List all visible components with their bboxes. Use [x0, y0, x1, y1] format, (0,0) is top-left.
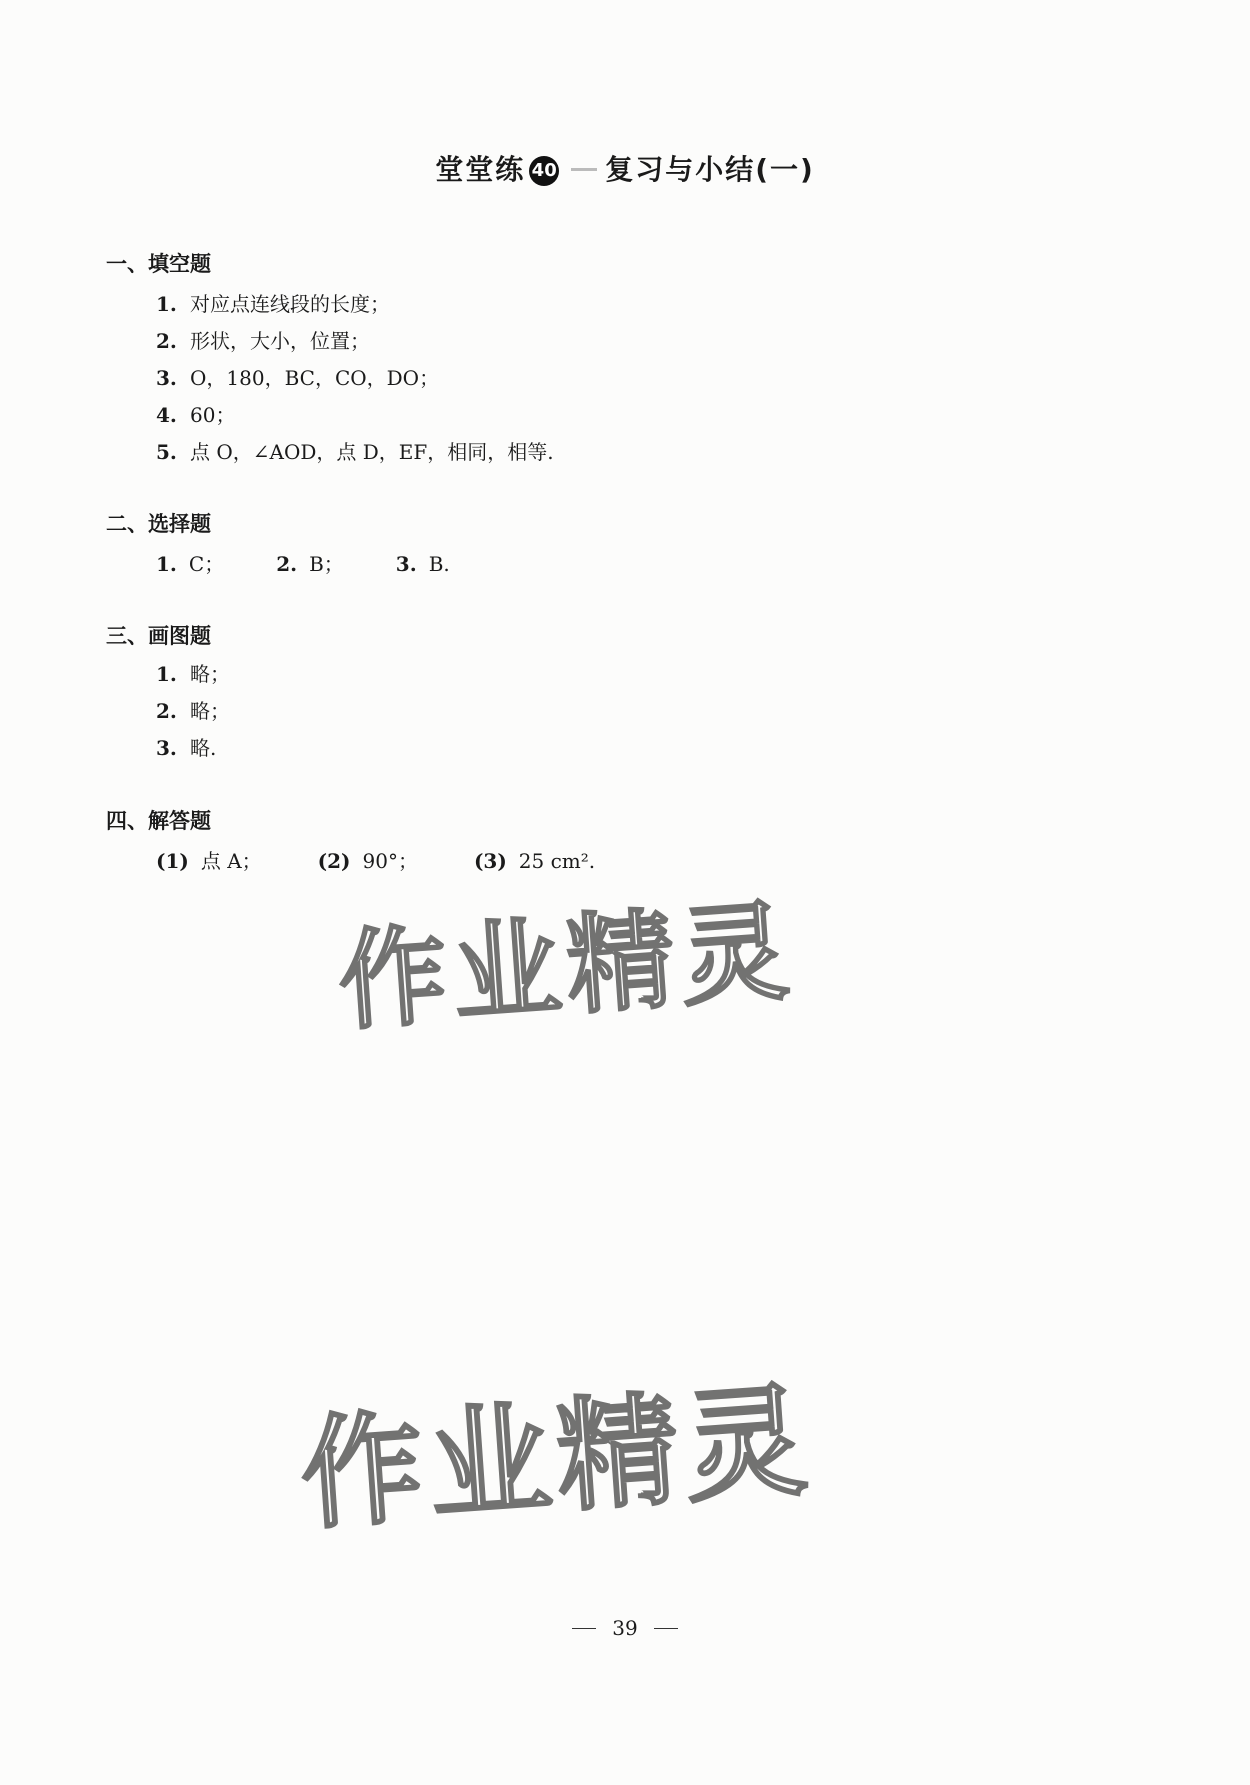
- fill-item-1: [156, 288, 390, 317]
- item-number: 3.: [156, 366, 177, 390]
- drawing-item-3: [156, 732, 216, 761]
- item-text: B.: [428, 552, 450, 576]
- watermark-top: 作业精灵: [334, 889, 799, 1046]
- title-right: 复习与小结(一): [605, 153, 815, 186]
- item-text: 略；: [190, 662, 230, 686]
- answer-item-3: [474, 849, 595, 873]
- title-dash: [571, 168, 597, 171]
- item-text: 90°；: [362, 849, 418, 873]
- item-number: 1.: [156, 662, 177, 686]
- item-number: 3.: [395, 552, 417, 576]
- choice-item-2: [276, 548, 344, 577]
- item-number: (2): [317, 849, 351, 873]
- item-text: 对应点连线段的长度；: [190, 292, 390, 316]
- fill-item-5: [156, 436, 554, 465]
- fill-item-2: [156, 325, 370, 354]
- item-text: 形状，大小，位置；: [190, 329, 370, 353]
- title-number-badge: 40: [529, 156, 559, 186]
- item-text: 60；: [190, 403, 236, 427]
- item-text: B；: [309, 552, 344, 576]
- item-number: 5.: [156, 440, 177, 464]
- answer-item-2: [318, 845, 418, 874]
- fill-item-3: [156, 362, 439, 391]
- item-number: 2.: [276, 552, 298, 576]
- item-number: 2.: [156, 699, 177, 723]
- item-text: 25 cm².: [518, 849, 596, 873]
- item-text: 点 A；: [200, 849, 262, 873]
- item-number: (1): [156, 849, 189, 873]
- item-text: C；: [188, 552, 225, 576]
- item-text: 略；: [190, 699, 230, 723]
- item-text: 略.: [190, 736, 217, 760]
- section-heading-drawing: 三、画图题: [106, 624, 211, 648]
- answer-row: [156, 845, 651, 874]
- choice-item-1: [156, 548, 224, 577]
- drawing-item-2: [156, 695, 230, 724]
- item-number: 2.: [156, 329, 177, 353]
- page-title: [0, 148, 1250, 188]
- item-number: 3.: [156, 736, 177, 760]
- section-heading-answer: 四、解答题: [106, 809, 211, 833]
- drawing-item-1: [156, 658, 230, 687]
- item-text: O，180，BC，CO，DO；: [190, 366, 440, 390]
- section-heading-choice: 二、选择题: [106, 512, 211, 536]
- item-number: (3): [473, 849, 507, 873]
- answer-item-1: [156, 845, 262, 874]
- item-text: 点 O，∠AOD，点 D，EF，相同，相等.: [190, 440, 554, 464]
- footer-rule-right: [654, 1628, 678, 1629]
- choice-item-3: [396, 552, 450, 576]
- page-footer: [0, 1616, 1250, 1640]
- footer-rule-left: [572, 1628, 596, 1629]
- item-number: 4.: [156, 403, 177, 427]
- watermark-bottom: 作业精灵: [296, 1369, 818, 1547]
- page-number: 39: [612, 1616, 638, 1640]
- section-heading-fill: 一、填空题: [106, 252, 211, 276]
- item-number: 1.: [156, 292, 177, 316]
- fill-item-4: [156, 399, 235, 428]
- choice-answers-row: [156, 548, 502, 577]
- title-left: 堂堂练: [435, 153, 526, 186]
- item-number: 1.: [156, 552, 177, 576]
